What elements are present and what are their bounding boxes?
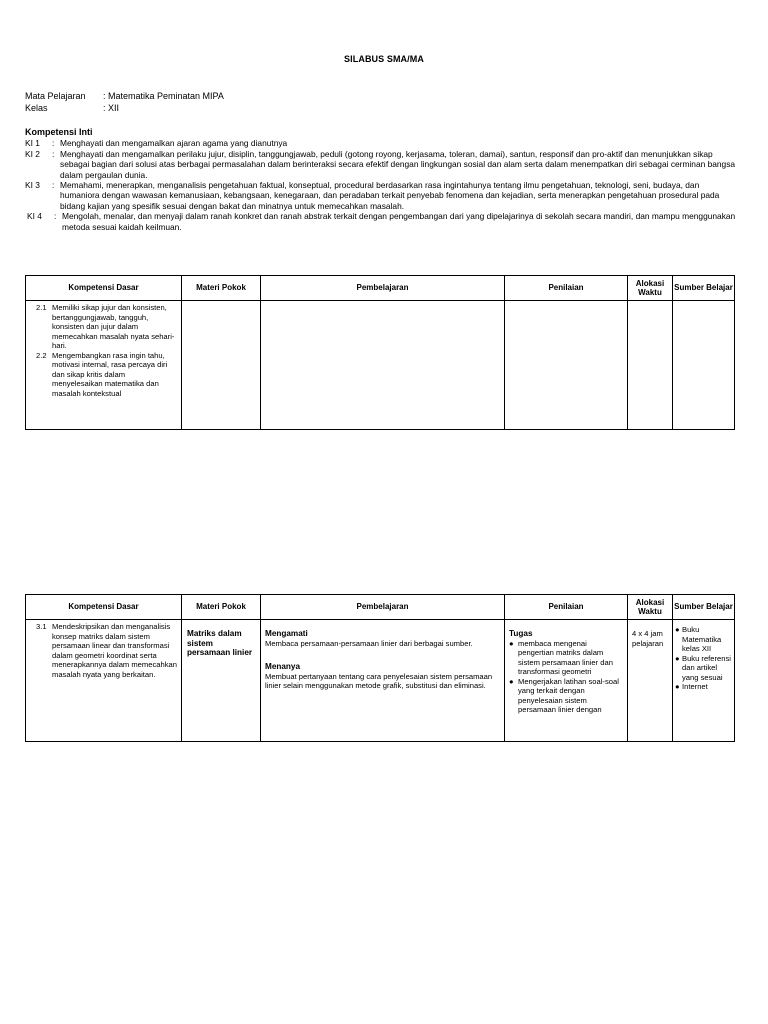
kd-text: Mendeskripsikan dan menganalisis konsep matriks dalam sistem persamaan linear dan transformasi dalam geometri koordinat serta menerapkannya dalam memecahkan masalah nyata yang berkaitan. <box>52 622 177 679</box>
assessment-heading: Tugas <box>509 629 533 638</box>
bullet-icon: ● <box>509 638 514 648</box>
header-kompetensi-dasar: Kompetensi Dasar <box>26 595 182 620</box>
cell-kompetensi-dasar <box>26 301 182 430</box>
table-header-row <box>26 595 735 620</box>
activity-heading-menanya: Menanya <box>265 662 301 671</box>
assessment-text: Mengerjakan latihan soal-soal yang terkait dengan penyelesaian sistem persamaan linier dengan <box>518 676 619 714</box>
ki-code: KI 3 <box>25 180 40 191</box>
cell-alokasi-waktu <box>628 301 673 430</box>
kd-number: 3.1 <box>36 622 47 631</box>
header-alokasi-waktu: Alokasi Waktu <box>628 276 673 301</box>
ki-code: KI 2 <box>25 148 40 159</box>
syllabus-table-knowledge <box>25 594 735 742</box>
ki-separator: : <box>54 211 57 222</box>
ki-item <box>25 138 737 148</box>
cell-sumber-belajar <box>673 620 735 742</box>
class-label: Kelas <box>25 103 48 113</box>
subject-label: Mata Pelajaran <box>25 91 86 101</box>
table-row <box>26 620 735 742</box>
table-header-row <box>26 276 735 301</box>
bullet-icon: ● <box>675 653 680 663</box>
ki-code: KI 1 <box>25 138 40 149</box>
ki-text: Mengolah, menalar, dan menyaji dalam ranah konkret dan ranah abstrak terkait dengan pengembangan dari yang dipelajarinya di sekolah secara mandiri, dan mampu menggunakan metoda sesuai kaidah keilmuan. <box>62 211 736 232</box>
cell-penilaian <box>505 620 628 742</box>
ki-separator: : <box>52 138 55 149</box>
cell-materi-pokok <box>182 620 261 742</box>
cell-kompetensi-dasar <box>26 620 182 742</box>
header-pembelajaran: Pembelajaran <box>261 276 505 301</box>
activity-heading-mengamati: Mengamati <box>265 629 308 638</box>
class-row <box>25 102 224 114</box>
ki-separator: : <box>52 180 55 191</box>
kd-text: Memiliki sikap jujur dan konsisten, bertanggungjawab, tangguh, konsisten dan jujur dalam memecahkan masalah nyata sehari-hari. <box>52 303 175 350</box>
cell-pembelajaran <box>261 301 505 430</box>
kd-item <box>30 303 177 351</box>
core-competencies <box>25 127 737 232</box>
ki-code: KI 4 <box>27 211 42 222</box>
source-item <box>675 625 732 654</box>
header-materi-pokok: Materi Pokok <box>182 595 261 620</box>
ki-item <box>25 180 737 211</box>
header-sumber-belajar: Sumber Belajar <box>673 276 735 301</box>
kd-item <box>30 351 177 399</box>
ki-text: Menghayati dan mengamalkan ajaran agama yang dianutnya <box>60 138 288 149</box>
ki-text: Memahami, menerapkan, menganalisis pengetahuan faktual, konseptual, procedural berdasarkan rasa ingintahunya tentang ilmu pengetahuan, teknologi, seni, budaya, dan humaniora dengan wawasan kemanusiaan, kebangsaan, kenegaraan, dan peradaban terkait penyebab fenomena dan kejadian, serta menerapkan pengetahuan prosedural pada bidang kajian yang spesifik sesuai dengan bakat dan minatnya untuk memecahkan masalah. <box>60 180 720 211</box>
header-materi-pokok: Materi Pokok <box>182 276 261 301</box>
kd-number: 2.1 <box>36 303 47 312</box>
materi-text: Matriks dalam sistem persamaan linier <box>187 629 253 657</box>
subject-value: : Matematika Peminatan MIPA <box>103 91 224 101</box>
cell-sumber-belajar <box>673 301 735 430</box>
header-pembelajaran: Pembelajaran <box>261 595 505 620</box>
cell-alokasi-waktu <box>628 620 673 742</box>
header-penilaian: Penilaian <box>505 276 628 301</box>
table-row <box>26 301 735 430</box>
activity-text-menanya: Membuat pertanyaan tentang cara penyelesaian sistem persamaan linier selain menggunakan metode grafik, substitusi dan eliminasi. <box>265 671 493 690</box>
bullet-icon: ● <box>509 676 514 686</box>
source-text: Internet <box>682 682 708 691</box>
source-text: Buku referensi dan artikel yang sesuai <box>682 653 731 682</box>
bullet-icon: ● <box>675 625 680 634</box>
core-competencies-title: Kompetensi Inti <box>25 127 93 137</box>
kd-item <box>30 622 177 679</box>
bullet-icon: ● <box>675 682 680 691</box>
document-title: SILABUS SMA/MA <box>344 54 424 64</box>
assessment-text: membaca mengenai pengertian matriks dalam sistem persamaan linier dan transformasi geometri <box>518 638 613 676</box>
cell-penilaian <box>505 301 628 430</box>
kd-text: Mengembangkan rasa ingin tahu, motivasi internal, rasa percaya diri dan sikap kritis dalam menyelesaikan matematika dan masalah kontekstual <box>52 350 168 398</box>
time-allocation: 4 x 4 jam pelajaran <box>632 629 664 648</box>
source-text: Buku Matematika kelas XII <box>682 625 722 653</box>
cell-pembelajaran <box>261 620 505 742</box>
subject-row <box>25 90 224 102</box>
ki-item <box>25 211 737 232</box>
ki-item <box>25 149 737 180</box>
ki-text: Menghayati dan mengamalkan perilaku jujur, disiplin, tanggungjawab, peduli (gotong royong, kerjasama, toleran, damai), santun, responsif dan pro-aktif dan menunjukkan sikap sebagai bagian dari solusi atas berbagai permasalahan dalam berinteraksi secara efektif dengan lingkungan sosial dan alam serta dalam menempatkan diri sebagai cerminan bangsa dalam pergaulan dunia. <box>60 148 736 180</box>
source-item <box>675 682 732 692</box>
subject-info <box>25 90 224 114</box>
header-sumber-belajar: Sumber Belajar <box>673 595 735 620</box>
kd-number: 2.2 <box>36 350 47 360</box>
header-alokasi-waktu: Alokasi Waktu <box>628 595 673 620</box>
ki-separator: : <box>52 148 55 159</box>
source-item <box>675 654 732 683</box>
class-value: : XII <box>103 103 120 113</box>
header-penilaian: Penilaian <box>505 595 628 620</box>
syllabus-table-attitude <box>25 275 735 430</box>
header-kompetensi-dasar: Kompetensi Dasar <box>26 276 182 301</box>
activity-text-mengamati: Membaca persamaan-persamaan linier dari berbagai sumber. <box>265 638 473 648</box>
cell-materi-pokok <box>182 301 261 430</box>
assessment-item <box>509 677 623 715</box>
assessment-item <box>509 639 623 677</box>
